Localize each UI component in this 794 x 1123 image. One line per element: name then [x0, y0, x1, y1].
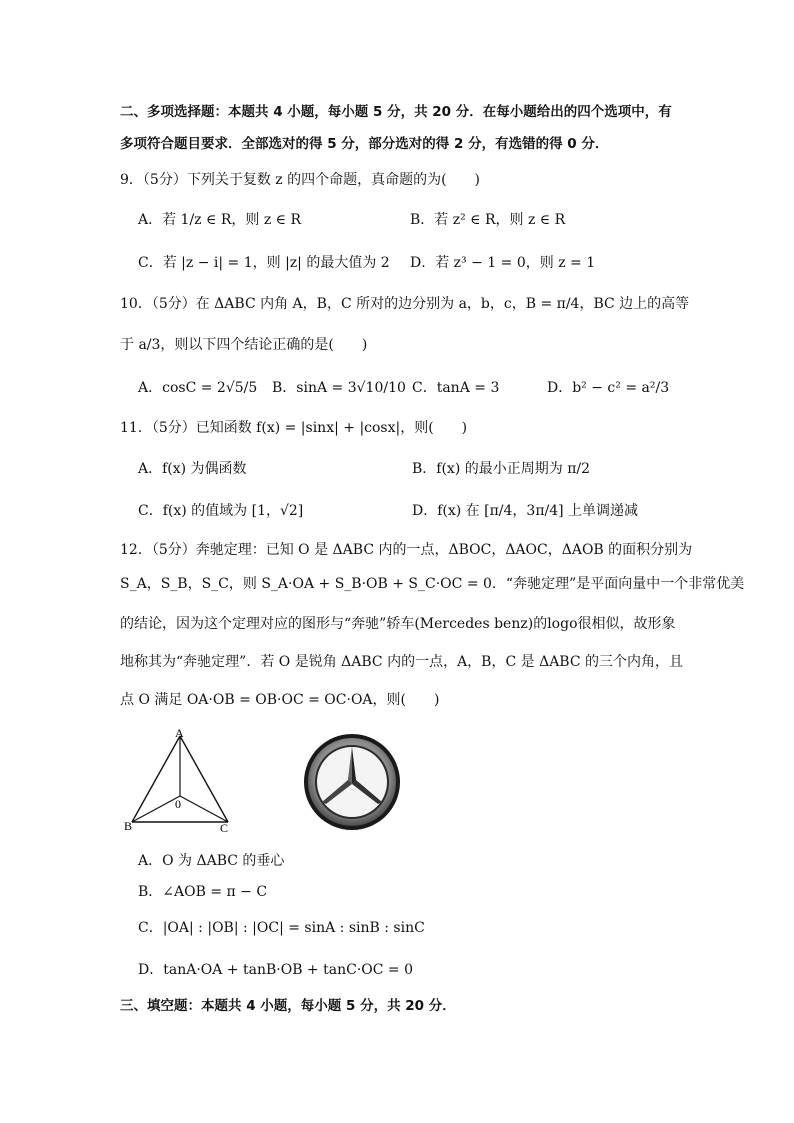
- label-c: C: [220, 821, 229, 835]
- label-o: 0: [175, 797, 181, 811]
- q11-option-d: D．f(x) 在 [π/4，3π/4] 上单调递减: [412, 503, 639, 519]
- section3-header: 三、填空题：本题共 4 小题，每小题 5 分，共 20 分．: [120, 998, 456, 1014]
- q12-option-d: D．tanA·OA + tanB·OB + tanC·OC = 0: [138, 962, 413, 978]
- q11-option-b: B．f(x) 的最小正周期为 π/2: [412, 461, 591, 477]
- q9-option-b: B．若 z² ∈ R，则 z ∈ R: [410, 212, 566, 228]
- q12-option-c: C．|OA| : |OB| : |OC| = sinA : sinB : sinC: [138, 920, 425, 936]
- mercedes-logo-icon: [300, 730, 404, 834]
- section2-header-line2: 多项符合题目要求．全部选对的得 5 分，部分选对的得 2 分，有选错的得 0 分．: [120, 136, 609, 152]
- label-b: B: [124, 819, 133, 833]
- triangle-figure: [120, 726, 240, 838]
- q10-option-c: C．tanA = 3: [412, 380, 500, 396]
- q12-option-a: A．O 为 ΔABC 的垂心: [138, 853, 285, 869]
- q9-option-a: A．若 1/z ∈ R，则 z ∈ R: [138, 212, 301, 228]
- q11-option-c: C．f(x) 的值域为 [1，√2]: [138, 503, 304, 519]
- q12-stem-line4: 地称其为“奔驰定理”．若 O 是锐角 ΔABC 内的一点，A，B，C 是 ΔABC 的三个内角，且: [120, 654, 684, 670]
- q10-option-d: D．b² − c² = a²/3: [547, 380, 670, 396]
- q11-stem: 11．（5分）已知函数 f(x) = |sinx| + |cosx|，则( ): [120, 420, 468, 436]
- q12-stem-line3: 的结论，因为这个定理对应的图形与“奔驰”轿车(Mercedes benz)的logo很相似，故形象: [120, 616, 676, 632]
- q10-stem-line1: 10．（5分）在 ΔABC 内角 A，B，C 所对的边分别为 a，b，c，B = π/4，BC 边上的高等: [120, 296, 690, 312]
- label-a: A: [175, 726, 184, 740]
- q9-stem: 9．（5分）下列关于复数 z 的四个命题，真命题的为( ): [120, 172, 481, 188]
- q12-stem-line2: S_A，S_B，S_C，则 S_A·OA + S_B·OB + S_C·OC = 0．“奔驰定理”是平面向量中一个非常优美: [120, 576, 745, 592]
- q10-option-a: A．cosC = 2√5/5: [138, 380, 258, 396]
- q12-stem-line1: 12．（5分）奔驰定理：已知 O 是 ΔABC 内的一点，ΔBOC，ΔAOC，ΔAOB 的面积分别为: [120, 542, 693, 558]
- q9-option-c: C．若 |z − i| = 1，则 |z| 的最大值为 2: [138, 255, 390, 271]
- q9-option-d: D．若 z³ − 1 = 0，则 z = 1: [410, 255, 596, 271]
- q12-stem-line5: 点 O 满足 OA·OB = OB·OC = OC·OA，则( ): [120, 692, 440, 708]
- q10-option-b: B．sinA = 3√10/10: [272, 380, 406, 396]
- q11-option-a: A．f(x) 为偶函数: [138, 461, 247, 477]
- q10-stem-line2: 于 a/3，则以下四个结论正确的是( ): [120, 337, 368, 353]
- section2-header-line1: 二、多项选择题：本题共 4 小题，每小题 5 分，共 20 分．在每小题给出的四个选项中，有: [120, 104, 672, 120]
- q12-option-b: B．∠AOB = π − C: [138, 884, 268, 900]
